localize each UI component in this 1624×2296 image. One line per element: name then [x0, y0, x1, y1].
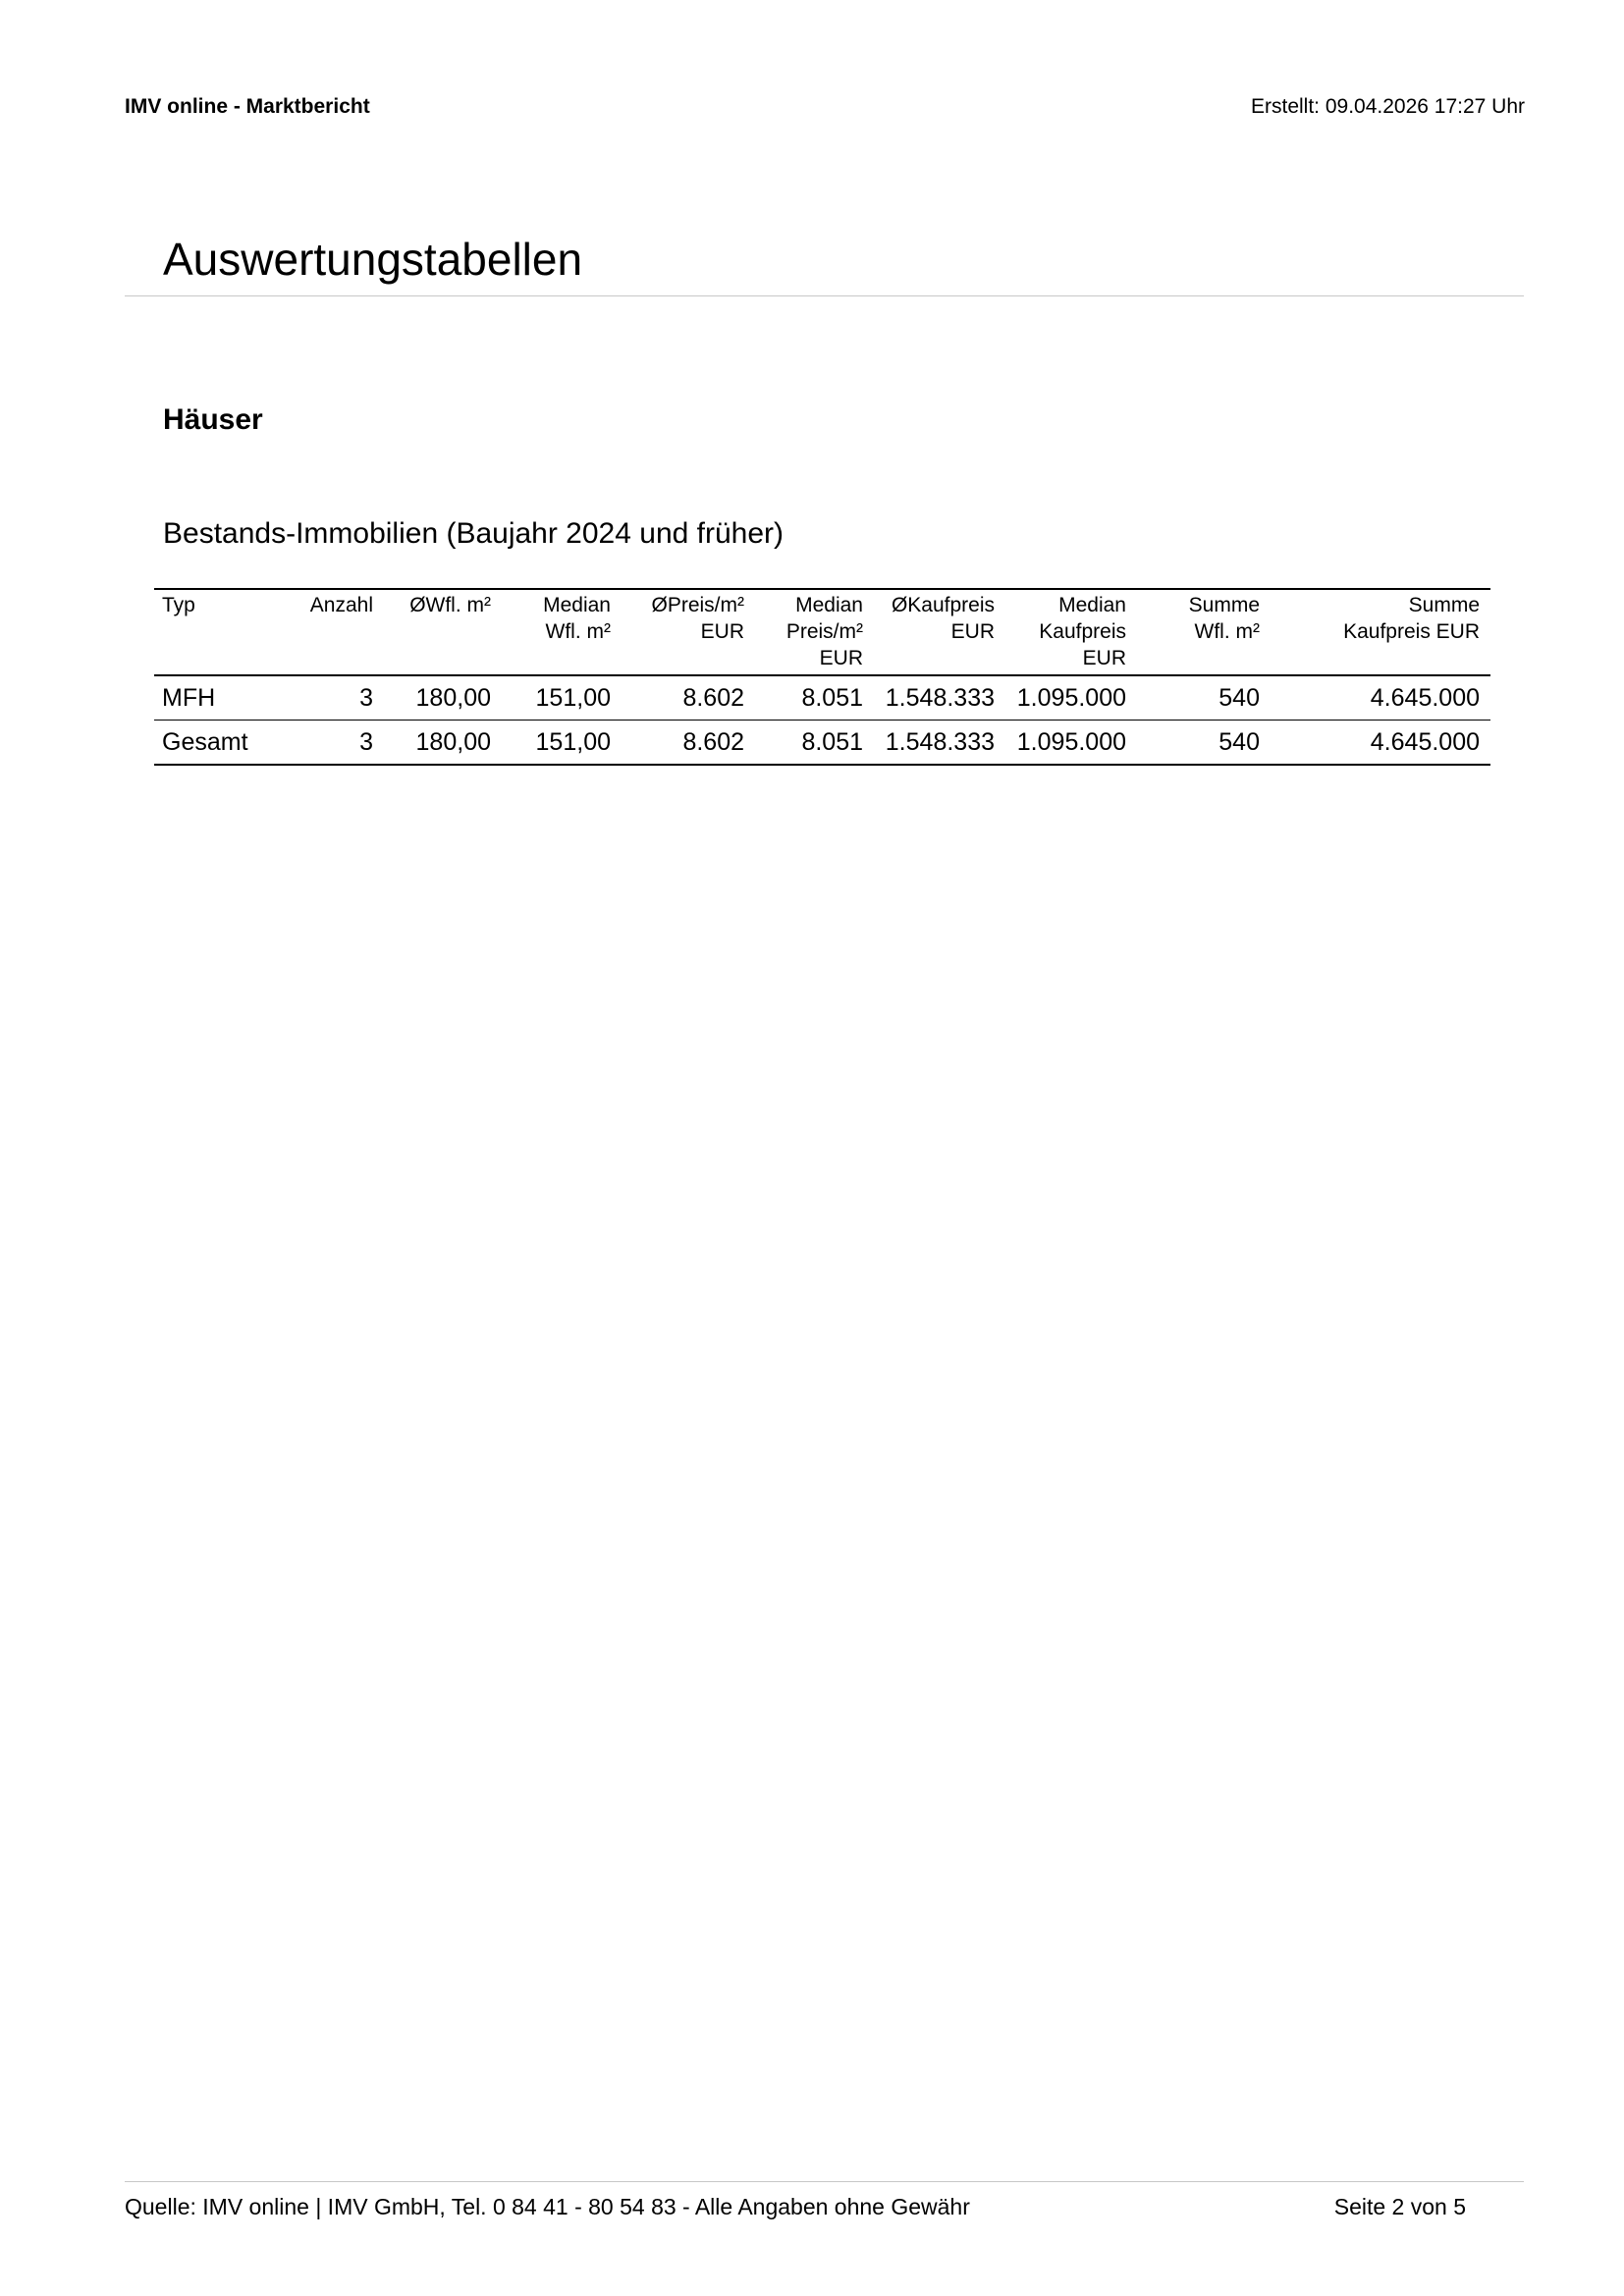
header-line: Wfl. m² — [545, 620, 611, 643]
header-line: Preis/m² — [785, 620, 863, 643]
header-line: EUR — [700, 620, 744, 643]
column-header-avg-price-per-sqm — [622, 589, 755, 675]
subsection-heading: Bestands-Immobilien (Baujahr 2024 und früher) — [163, 517, 785, 550]
table-cell-anzahl: 3 — [288, 675, 384, 721]
table-cell-median-purchase-price: 1.095.000 — [1005, 675, 1137, 721]
table-cell-median-price-per-sqm: 8.051 — [755, 721, 874, 766]
column-header-sum-purchase-price — [1271, 589, 1490, 675]
header-line: Anzahl — [309, 594, 373, 616]
header-line: EUR — [819, 647, 863, 669]
table-cell-anzahl: 3 — [288, 721, 384, 766]
table-cell-sum-living-area: 540 — [1137, 721, 1271, 766]
page-title: Auswertungstabellen — [163, 234, 583, 285]
section-heading: Häuser — [163, 403, 263, 436]
page-number: Seite 2 von 5 — [1333, 2194, 1466, 2219]
table-cell-median-price-per-sqm: 8.051 — [755, 675, 874, 721]
footer-divider — [125, 2181, 1524, 2182]
header-line: ØKaufpreis — [891, 594, 995, 616]
header-line: Median — [795, 594, 863, 616]
table-cell-avg-purchase-price: 1.548.333 — [874, 721, 1005, 766]
table-cell-sum-living-area: 540 — [1137, 675, 1271, 721]
table-cell-median-living-area: 151,00 — [502, 675, 622, 721]
header-line: ØPreis/m² — [651, 594, 744, 616]
column-header-median-living-area — [502, 589, 622, 675]
column-header-avg-purchase-price — [874, 589, 1005, 675]
column-header-anzahl — [288, 589, 384, 675]
table-cell-avg-living-area: 180,00 — [384, 721, 502, 766]
header-line: Median — [1058, 594, 1126, 616]
table-cell-avg-price-per-sqm: 8.602 — [622, 675, 755, 721]
table-cell-avg-living-area: 180,00 — [384, 675, 502, 721]
footer-source: Quelle: IMV online | IMV GmbH, Tel. 0 84 41 - 80 54 83 - Alle Angaben ohne Gewähr — [125, 2194, 970, 2219]
header-line: Kaufpreis EUR — [1343, 620, 1480, 643]
column-header-sum-living-area — [1137, 589, 1271, 675]
report-header-title: IMV online - Marktbericht — [125, 95, 370, 118]
table-cell-sum-purchase-price: 4.645.000 — [1271, 675, 1490, 721]
header-line: Wfl. m² — [1194, 620, 1260, 643]
table-row-total — [154, 721, 1490, 766]
column-header-avg-living-area — [384, 589, 502, 675]
table-cell-sum-purchase-price: 4.645.000 — [1271, 721, 1490, 766]
header-line: ØWfl. m² — [409, 594, 491, 616]
table-cell-avg-price-per-sqm: 8.602 — [622, 721, 755, 766]
table-cell-typ: MFH — [154, 675, 288, 721]
header-line: EUR — [950, 620, 995, 643]
table-cell-avg-purchase-price: 1.548.333 — [874, 675, 1005, 721]
table-cell-typ: Gesamt — [154, 721, 288, 766]
table-header-row — [154, 589, 1490, 675]
evaluation-table — [154, 588, 1490, 766]
column-header-typ — [154, 589, 288, 675]
header-line: Median — [543, 594, 611, 616]
report-created-timestamp: Erstellt: 09.04.2026 17:27 Uhr — [1250, 95, 1525, 118]
evaluation-table-container — [154, 588, 1490, 766]
header-line: Summe — [1408, 594, 1480, 616]
column-header-median-purchase-price — [1005, 589, 1137, 675]
header-line: Summe — [1188, 594, 1260, 616]
table-cell-median-living-area: 151,00 — [502, 721, 622, 766]
header-line: Typ — [162, 594, 195, 616]
column-header-median-price-per-sqm — [755, 589, 874, 675]
table-row — [154, 675, 1490, 721]
header-line: EUR — [1082, 647, 1126, 669]
title-divider — [125, 295, 1524, 296]
table-cell-median-purchase-price: 1.095.000 — [1005, 721, 1137, 766]
header-line: Kaufpreis — [1039, 620, 1126, 643]
